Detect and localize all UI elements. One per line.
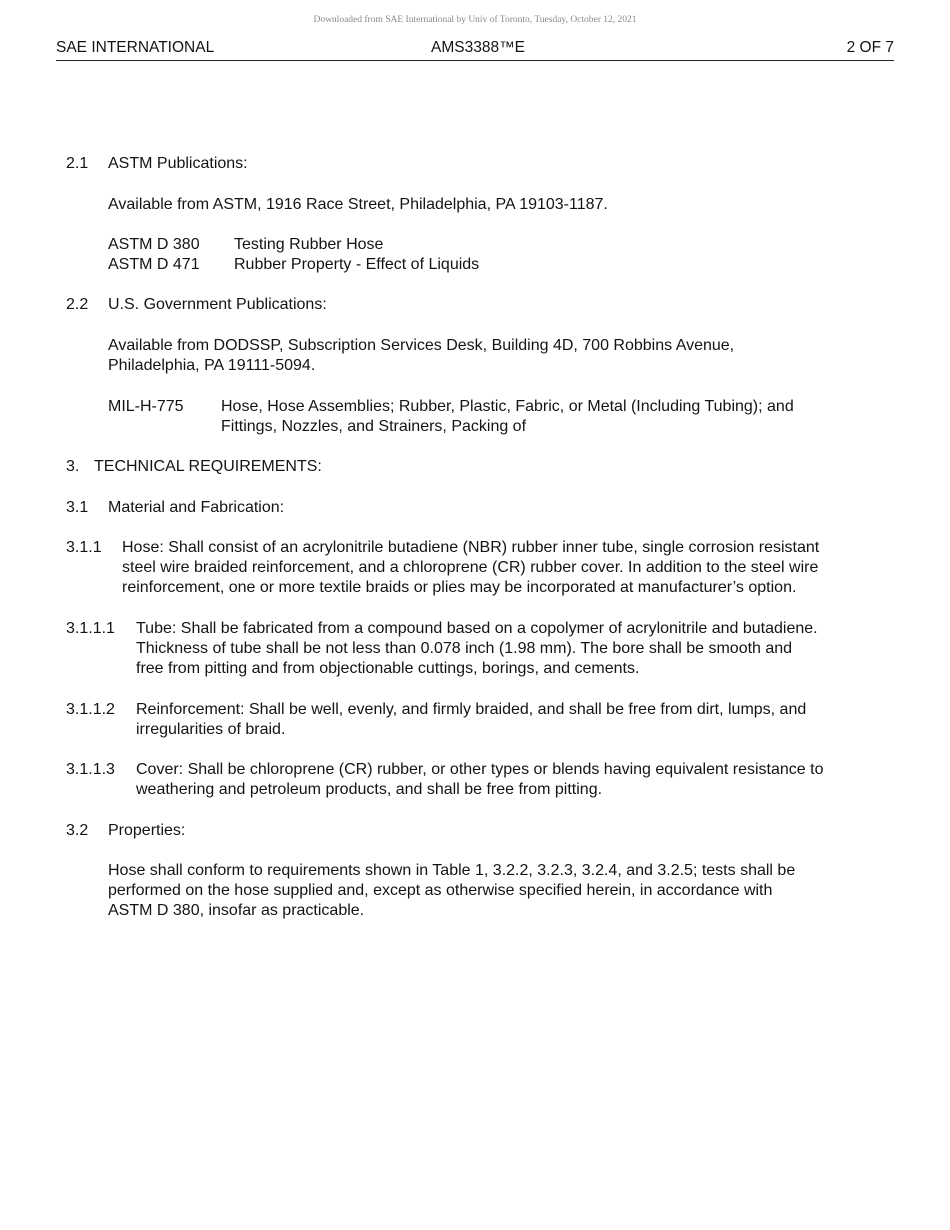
paragraph-line: Hose: Shall consist of an acrylonitrile butadiene (NBR) rubber inner tube, single corrosion resistant <box>122 539 820 556</box>
paragraph-line: Hose shall conform to requirements shown in Table 1, 3.2.2, 3.2.3, 3.2.4, and 3.2.5; tests shall be <box>108 862 796 879</box>
section-title: TECHNICAL REQUIREMENTS: <box>94 458 322 475</box>
header-document-id: AMS3388™E <box>431 39 525 56</box>
paragraph-line: Reinforcement: Shall be well, evenly, and firmly braided, and shall be free from dirt, lumps, and <box>136 701 807 718</box>
section-title: Material and Fabrication: <box>108 499 285 516</box>
section-title: Properties: <box>108 822 186 839</box>
paragraph-line: ASTM D 380, insofar as practicable. <box>108 902 365 919</box>
reference-code: ASTM D 471 <box>108 256 200 273</box>
section-number: 3.2 <box>66 822 89 839</box>
paragraph-line: weathering and petroleum products, and shall be free from pitting. <box>136 781 603 798</box>
download-watermark: Downloaded from SAE International by Univ of Toronto, Tuesday, October 12, 2021 <box>313 15 637 25</box>
page-header <box>56 38 894 61</box>
paragraph-line: reinforcement, one or more textile braids or plies may be incorporated at manufacturer’s option. <box>122 579 797 596</box>
section-title: ASTM Publications: <box>108 155 248 172</box>
paragraph-line: Cover: Shall be chloroprene (CR) rubber, or other types or blends having equivalent resistance to <box>136 761 824 778</box>
paragraph-line: free from pitting and from objectionable cuttings, borings, and cements. <box>136 660 640 677</box>
section-number: 2.2 <box>66 296 89 313</box>
section-title: U.S. Government Publications: <box>108 296 327 313</box>
section-number: 3.1.1.2 <box>66 701 115 718</box>
availability-text: Available from DODSSP, Subscription Services Desk, Building 4D, 700 Robbins Avenue, <box>108 337 735 354</box>
section-number: 3.1.1.1 <box>66 620 115 637</box>
section-number: 3. <box>66 458 80 475</box>
reference-title: Hose, Hose Assemblies; Rubber, Plastic, Fabric, or Metal (Including Tubing); and <box>221 398 794 415</box>
reference-code: ASTM D 380 <box>108 236 200 253</box>
reference-title: Testing Rubber Hose <box>234 236 384 253</box>
header-organization: SAE INTERNATIONAL <box>56 39 215 56</box>
availability-text: Philadelphia, PA 19111-5094. <box>108 357 316 374</box>
paragraph-line: irregularities of braid. <box>136 721 286 738</box>
header-page-number: 2 OF 7 <box>846 39 894 56</box>
availability-text: Available from ASTM, 1916 Race Street, Philadelphia, PA 19103-1187. <box>108 196 608 213</box>
section-number: 3.1.1.3 <box>66 761 115 778</box>
paragraph-line: Thickness of tube shall be not less than 0.078 inch (1.98 mm). The bore shall be smooth and <box>136 640 793 657</box>
section-number: 2.1 <box>66 155 89 172</box>
reference-code: MIL-H-775 <box>108 398 184 415</box>
reference-title: Fittings, Nozzles, and Strainers, Packing of <box>221 418 527 435</box>
section-number: 3.1 <box>66 499 89 516</box>
paragraph-line: Tube: Shall be fabricated from a compound based on a copolymer of acrylonitrile and butadiene. <box>136 620 818 637</box>
section-number: 3.1.1 <box>66 539 102 556</box>
reference-title: Rubber Property - Effect of Liquids <box>234 256 480 273</box>
paragraph-line: performed on the hose supplied and, except as otherwise specified herein, in accordance with <box>108 882 773 899</box>
paragraph-line: steel wire braided reinforcement, and a chloroprene (CR) rubber cover. In addition to the steel wire <box>122 559 819 576</box>
